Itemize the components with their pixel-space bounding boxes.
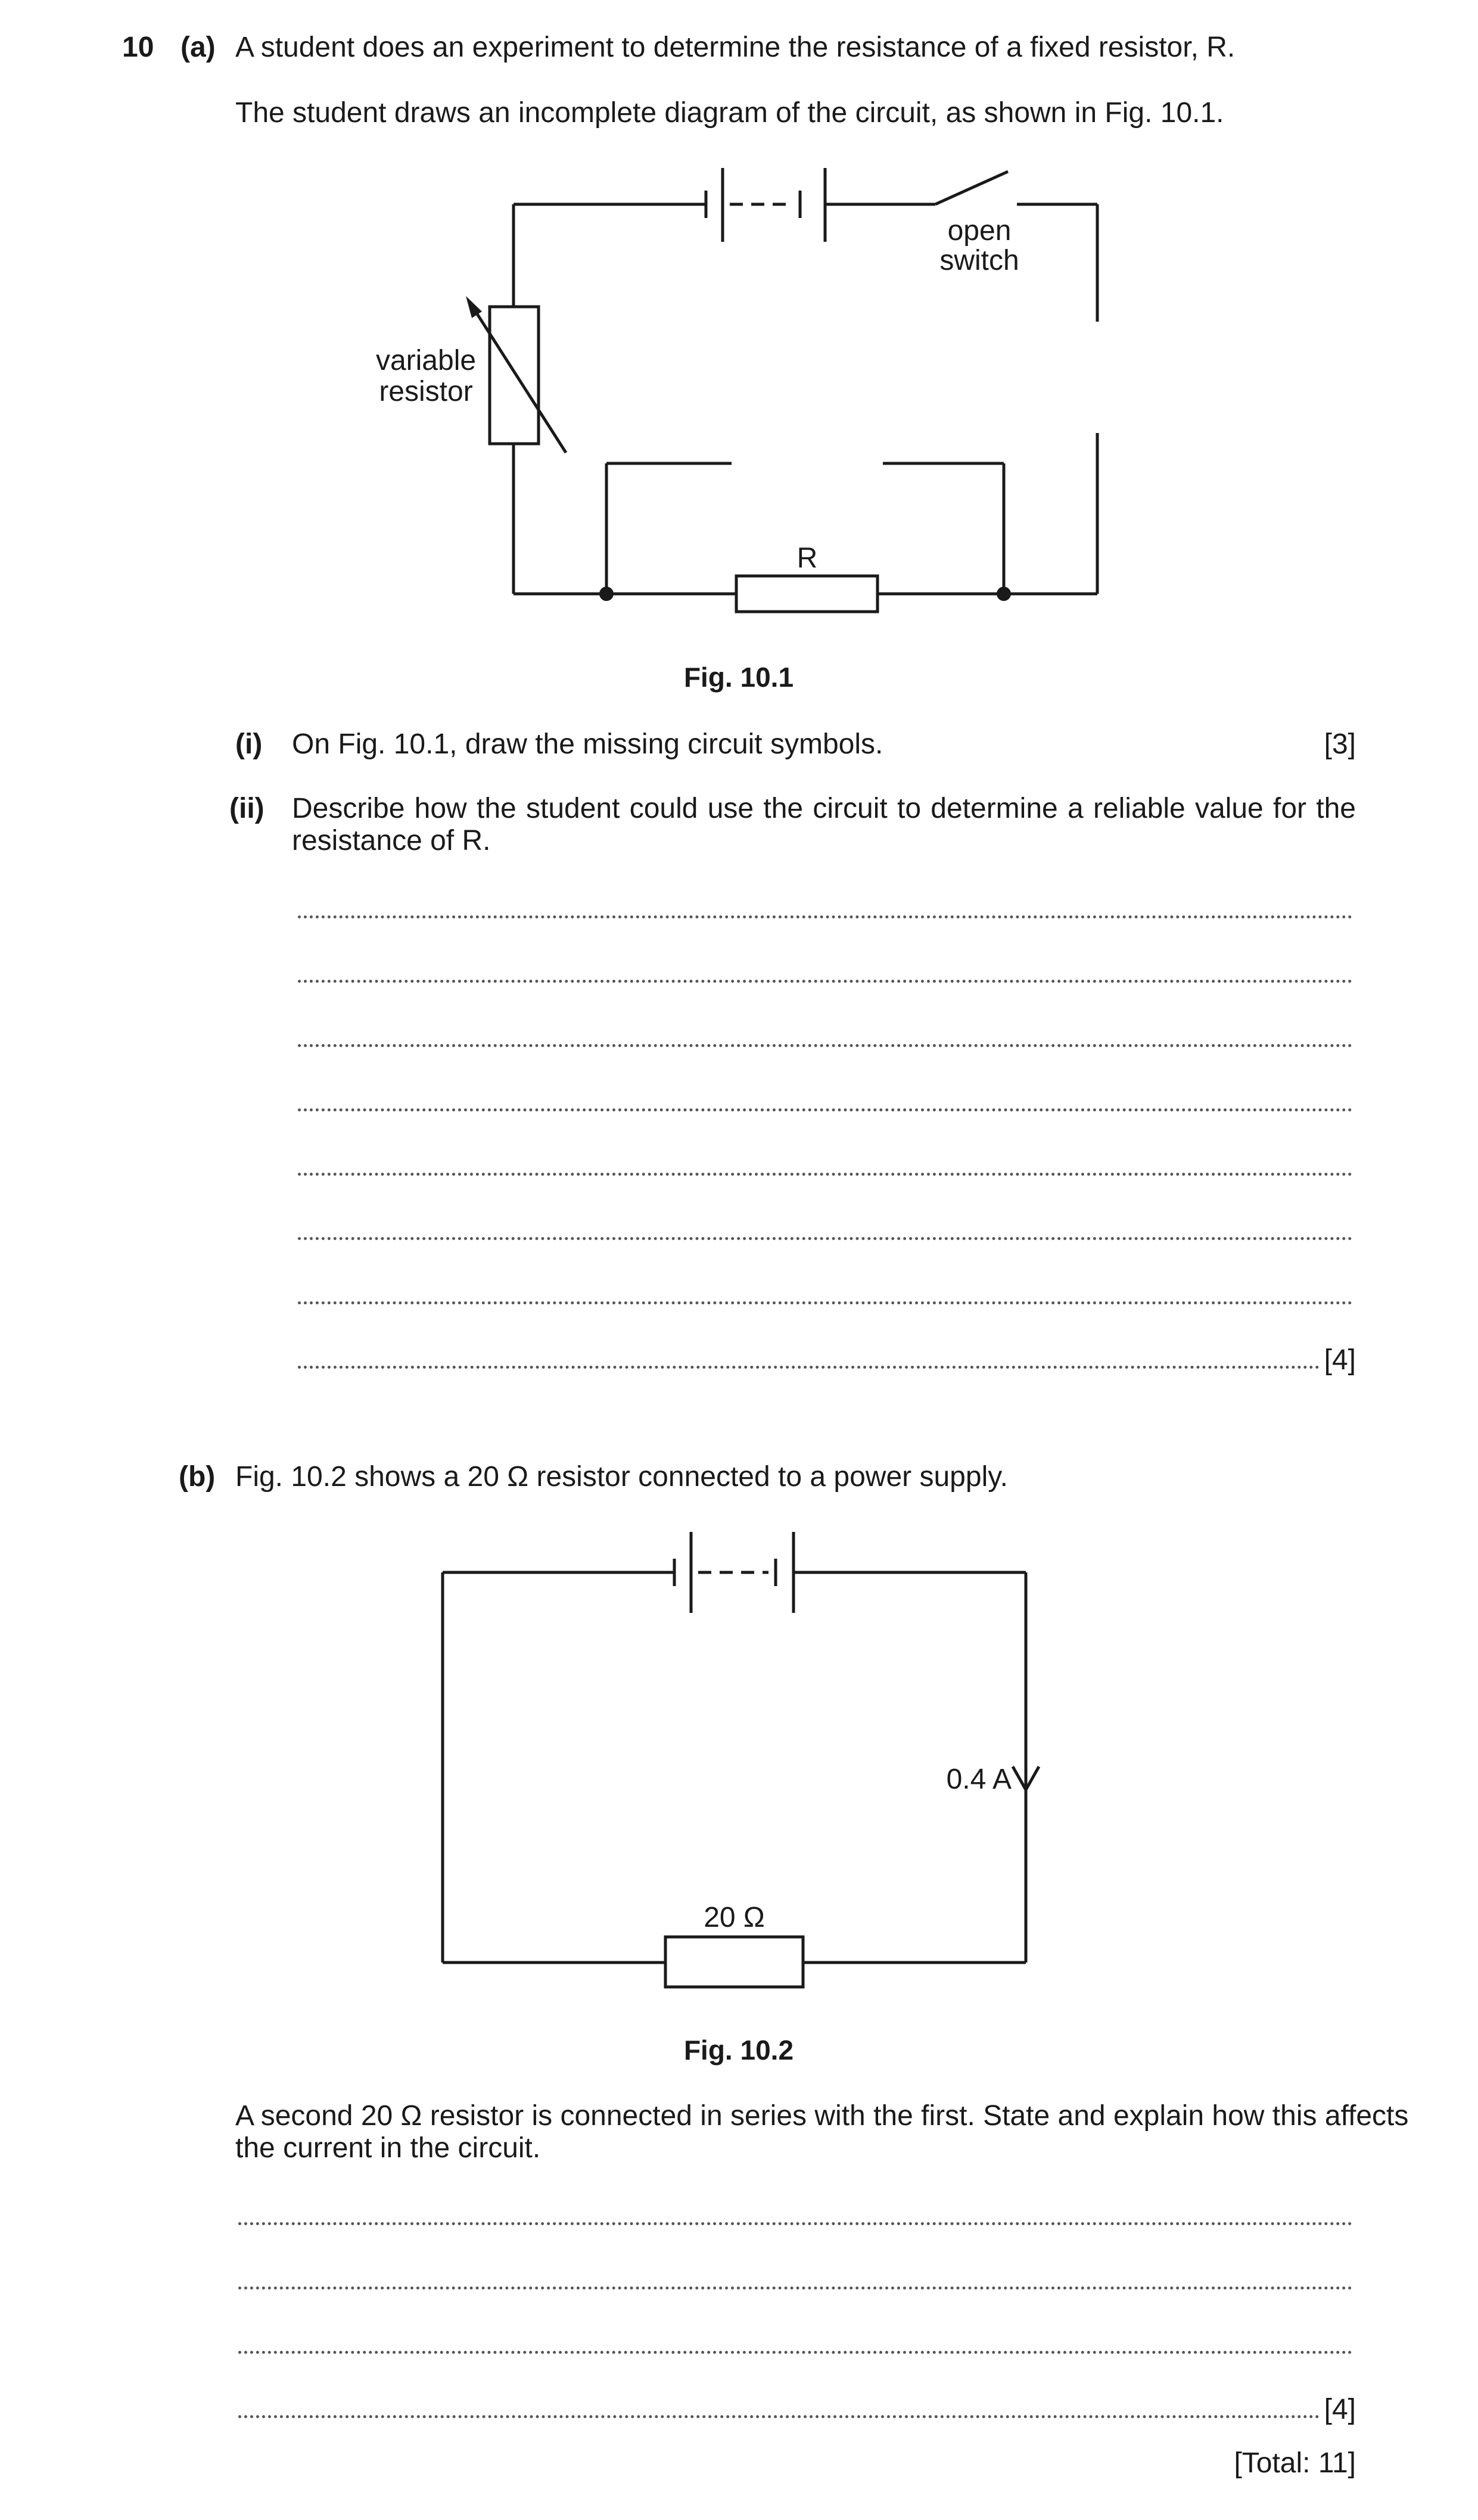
sub-ii-text-line2: resistance of R. — [292, 825, 491, 856]
sub-i-text: On Fig. 10.1, draw the missing circuit symbols. — [292, 728, 883, 760]
answer-line[interactable] — [298, 1344, 1356, 1377]
switch-label-switch: switch — [939, 245, 1019, 276]
part-b-intro: Fig. 10.2 shows a 20 Ω resistor connected to a power supply. — [235, 1461, 1009, 1493]
sub-ii-marks: [4] — [1324, 1344, 1356, 1376]
total-marks: [Total: 11] — [1234, 2447, 1356, 2479]
sub-i-marks: [3] — [1324, 728, 1356, 760]
figure-10-2-caption: Fig. 10.2 — [683, 2035, 794, 2066]
figure-10-2-circuit — [0, 1489, 1478, 2025]
answer-line[interactable] — [298, 958, 1352, 991]
part-b-marks: [4] — [1324, 2394, 1356, 2425]
answer-line[interactable] — [298, 1151, 1352, 1184]
sub-ii-label: (ii) — [229, 793, 265, 824]
answer-line[interactable] — [238, 2264, 1352, 2298]
sub-i-label: (i) — [235, 728, 263, 760]
answer-line[interactable] — [298, 1022, 1352, 1055]
answer-line[interactable] — [298, 1215, 1352, 1248]
answer-line[interactable] — [238, 2393, 1356, 2426]
part-a-intro: A student does an experiment to determine the resistance of a fixed resistor, R. — [235, 32, 1236, 63]
question-number: 10 — [122, 32, 154, 63]
answer-line[interactable] — [238, 2329, 1352, 2362]
part-a-label: (a) — [181, 32, 216, 63]
switch-label-open: open — [947, 215, 1012, 247]
sub-ii-text-line1: Describe how the student could use the circuit to determine a reliable value for the — [292, 793, 1356, 824]
variable-resistor-label-2: resistor — [379, 376, 473, 407]
variable-resistor-label-1: variable — [375, 345, 477, 376]
part-b-question-line2: the current in the circuit. — [235, 2132, 541, 2164]
part-a-intro-2: The student draws an incomplete diagram of the circuit, as shown in Fig. 10.1. — [235, 97, 1224, 129]
part-b-question-line1: A second 20 Ω resistor is connected in series with the first. State and explain how this affects — [235, 2100, 1409, 2132]
current-label: 0.4 A — [946, 1764, 1012, 1795]
figure-10-1-circuit — [0, 0, 1478, 715]
resistor-R-label: R — [796, 543, 818, 574]
figure-10-1-caption: Fig. 10.1 — [683, 662, 794, 693]
answer-line[interactable] — [238, 2200, 1352, 2234]
resistor-20-ohm-label: 20 Ω — [704, 1902, 765, 1933]
answer-line[interactable] — [298, 893, 1352, 927]
answer-line[interactable] — [298, 1086, 1352, 1120]
answer-line[interactable] — [298, 1279, 1352, 1313]
part-b-label: (b) — [179, 1461, 216, 1493]
